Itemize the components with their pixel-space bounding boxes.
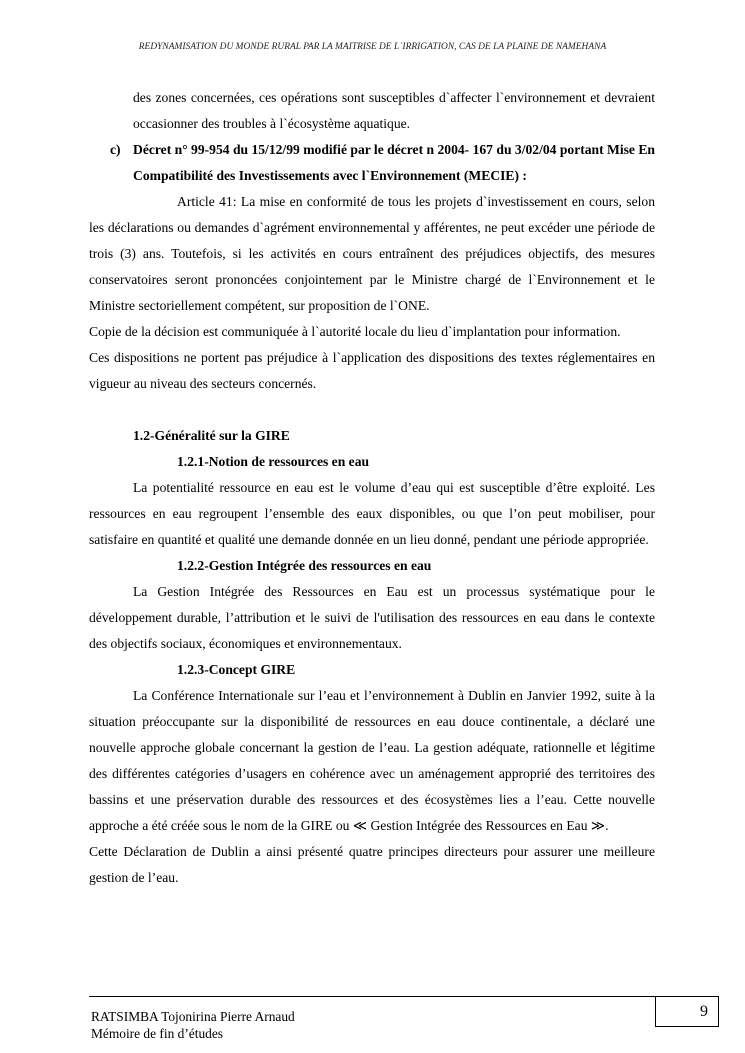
paragraph-article-41: Article 41: La mise en conformité de tous les projets d`investissement en cours, selon les déclarations ou demandes d`agrément environnemental y afférentes, ne peut excéder une période de trois (3) ans. Toutefois, si les activités en cours entraînent des préjudices objectifs, des mesures conservatoires seront prononcées conjointement par le Ministre chargé de l`Environnement et le Ministre sectoriellement compétent, sur proposition de l`ONE.: [89, 194, 655, 313]
list-item-label: c): [110, 142, 121, 157]
footer-author: RATSIMBA Tojonirina Pierre Arnaud: [91, 1009, 295, 1024]
paragraph-conference: La Conférence Internationale sur l’eau et l’environnement à Dublin en Janvier 1992, suite à la situation préoccupante sur la disponibilité de ressources en eau douce continentale, a déclaré une nouvelle approche globale concernant la gestion de l’eau. La gestion adéquate, rationnelle et légitime des différentes catégories d’usagers en cohérence avec un aménagement approprié des territoires des bassins et une préservation durable des ressources et des écosystèmes lies a l’eau. Cette nouvelle approche a été créée sous le nom de la GIRE ou ≪ Gestion Intégrée des Ressources en Eau ≫.: [89, 688, 655, 833]
list-item-c: [89, 137, 655, 189]
paragraph-gestion: La Gestion Intégrée des Ressources en Eau est un processus systématique pour le développement durable, l’attribution et le suivi de l'utilisation des ressources en eau dans le contexte des objectifs sociaux, économiques et environnementaux.: [89, 584, 655, 651]
paragraph-copie: Copie de la décision est communiquée à l`autorité locale du lieu d`implantation pour information.: [89, 324, 621, 339]
page-body: [89, 85, 655, 891]
footer-document-type: Mémoire de fin d’études: [91, 1026, 224, 1041]
subsection-heading-1-2-2: 1.2.2-Gestion Intégrée des ressources en eau: [177, 558, 432, 573]
subsection-heading-1-2-3: 1.2.3-Concept GIRE: [177, 662, 296, 677]
page-number: 9: [655, 996, 719, 1027]
section-heading-1-2: 1.2-Généralité sur la GIRE: [133, 428, 290, 443]
paragraph-dublin: Cette Déclaration de Dublin a ainsi présenté quatre principes directeurs pour assurer une meilleure gestion de l’eau.: [89, 844, 655, 885]
paragraph-dispositions: Ces dispositions ne portent pas préjudice à l`application des dispositions des textes réglementaires en vigueur au niveau des secteurs concernés.: [89, 350, 655, 391]
footer-divider: [89, 996, 656, 997]
spacer: [89, 397, 655, 423]
decree-title: Décret n° 99-954 du 15/12/99 modifié par le décret n 2004- 167 du 3/02/04 portant Mise En Compatibilité des Investissements avec l`Environnement (MECIE) :: [133, 142, 655, 183]
running-header: REDYNAMISATION DU MONDE RURAL PAR LA MAITRISE DE L`IRRIGATION, CAS DE LA PLAINE DE NAMEHANA: [138, 42, 607, 52]
paragraph-continuation: des zones concernées, ces opérations sont susceptibles d`affecter l`environnement et devraient occasionner des troubles à l`écosystème aquatique.: [133, 90, 655, 131]
paragraph-notion: La potentialité ressource en eau est le volume d’eau qui est susceptible d’être exploité. Les ressources en eau regroupent l’ensemble des eaux disponibles, ou que l’on peut mobiliser, pour satisfaire en quantité et qualité une demande donnée en un lieu donné, pendant une période appropriée.: [89, 480, 655, 547]
subsection-heading-1-2-1: 1.2.1-Notion de ressources en eau: [177, 454, 370, 469]
